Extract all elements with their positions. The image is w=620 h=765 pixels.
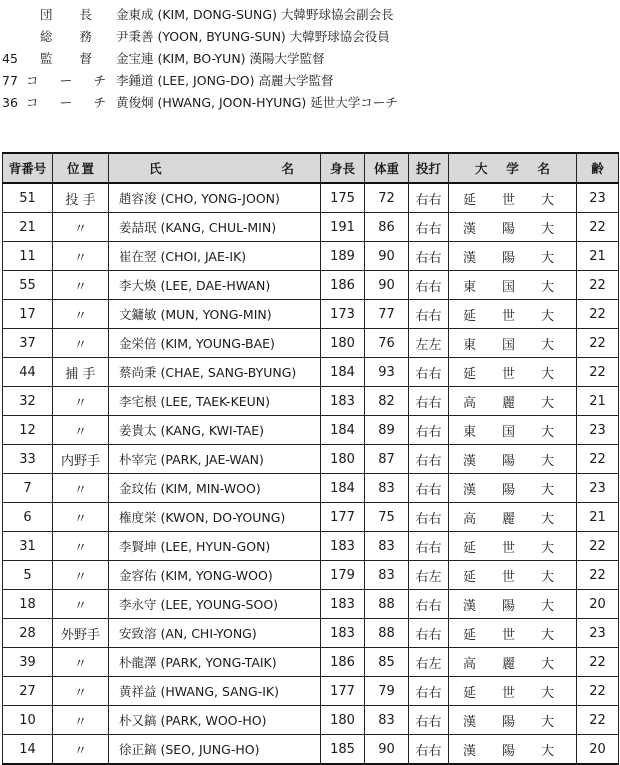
university-char: 延	[463, 569, 477, 585]
university-char: 麗	[501, 395, 515, 411]
university-char: 陽	[501, 598, 515, 614]
table-row	[3, 503, 619, 532]
staff-row	[0, 26, 620, 48]
cell-height: 183	[321, 387, 365, 416]
university-char: 陽	[501, 482, 515, 498]
cell-name: 李大煥 (LEE, DAE-HWAN)	[109, 271, 321, 300]
staff-number: 77	[2, 73, 18, 88]
table-row	[3, 329, 619, 358]
cell-position: 投 手	[53, 183, 109, 213]
cell-bats-throws: 右右	[409, 590, 449, 619]
staff-role-char: 督	[79, 51, 92, 66]
staff-role-char: 監	[40, 51, 53, 66]
cell-bats-throws: 右右	[409, 387, 449, 416]
cell-position: 〃	[53, 590, 109, 619]
cell-name: 趙容浚 (CHO, YONG-JOON)	[109, 183, 321, 213]
cell-name: 権度栄 (KWON, DO-YOUNG)	[109, 503, 321, 532]
cell-position: 〃	[53, 503, 109, 532]
cell-position: 〃	[53, 242, 109, 271]
cell-name: 崔在翌 (CHOI, JAE-IK)	[109, 242, 321, 271]
university-char: 漢	[463, 453, 477, 469]
cell-bats-throws: 右右	[409, 358, 449, 387]
cell-name: 姜貴太 (KANG, KWI-TAE)	[109, 416, 321, 445]
university-char: 大	[540, 743, 554, 759]
table-row	[3, 416, 619, 445]
cell-number: 33	[3, 445, 53, 474]
table-row	[3, 619, 619, 648]
university-char: 国	[501, 337, 515, 353]
cell-age: 20	[577, 735, 619, 765]
university-char: 大	[540, 540, 554, 556]
university-char: 国	[501, 279, 515, 295]
cell-height: 180	[321, 706, 365, 735]
cell-weight: 77	[365, 300, 409, 329]
staff-role	[40, 26, 92, 48]
cell-weight: 79	[365, 677, 409, 706]
university-char: 大	[540, 221, 554, 237]
university-char: 陽	[501, 221, 515, 237]
cell-position: 〃	[53, 735, 109, 765]
cell-number: 14	[3, 735, 53, 765]
cell-bats-throws: 右右	[409, 735, 449, 765]
cell-age: 22	[577, 532, 619, 561]
university-char: 大	[540, 250, 554, 266]
cell-university	[449, 242, 577, 271]
cell-bats-throws: 右左	[409, 648, 449, 677]
header-university	[449, 153, 577, 183]
table-row	[3, 213, 619, 242]
cell-height: 184	[321, 416, 365, 445]
cell-position: 〃	[53, 416, 109, 445]
cell-position: 〃	[53, 271, 109, 300]
cell-name: 姜喆珉 (KANG, CHUL-MIN)	[109, 213, 321, 242]
cell-number: 55	[3, 271, 53, 300]
cell-height: 183	[321, 590, 365, 619]
university-char: 陽	[501, 453, 515, 469]
cell-university	[449, 329, 577, 358]
university-char: 延	[463, 685, 477, 701]
cell-bats-throws: 右右	[409, 271, 449, 300]
header-number: 背番号	[3, 153, 53, 183]
table-row	[3, 445, 619, 474]
university-char: 陽	[501, 714, 515, 730]
cell-height: 191	[321, 213, 365, 242]
cell-university	[449, 271, 577, 300]
cell-age: 22	[577, 706, 619, 735]
header-university-char: 学	[506, 161, 519, 176]
staff-role	[40, 4, 92, 26]
university-char: 国	[501, 424, 515, 440]
cell-university	[449, 648, 577, 677]
university-char: 漢	[463, 598, 477, 614]
cell-age: 22	[577, 329, 619, 358]
staff-row	[0, 4, 620, 26]
staff-role-char: ー	[59, 73, 73, 88]
university-char: 延	[463, 308, 477, 324]
cell-bats-throws: 右右	[409, 213, 449, 242]
cell-university	[449, 183, 577, 213]
university-char: 大	[540, 656, 554, 672]
cell-position: 〃	[53, 474, 109, 503]
header-name	[109, 153, 321, 183]
cell-bats-throws: 右左	[409, 561, 449, 590]
cell-number: 39	[3, 648, 53, 677]
staff-row	[0, 70, 620, 92]
staff-role	[26, 92, 106, 114]
cell-bats-throws: 右右	[409, 242, 449, 271]
cell-university	[449, 300, 577, 329]
university-char: 陽	[501, 250, 515, 266]
university-char: 世	[501, 685, 515, 701]
cell-number: 6	[3, 503, 53, 532]
university-char: 世	[501, 366, 515, 382]
cell-bats-throws: 右右	[409, 300, 449, 329]
staff-role-char: チ	[93, 95, 106, 110]
table-row	[3, 474, 619, 503]
cell-weight: 90	[365, 271, 409, 300]
cell-number: 10	[3, 706, 53, 735]
university-char: 東	[463, 424, 477, 440]
cell-bats-throws: 右右	[409, 706, 449, 735]
table-row	[3, 706, 619, 735]
cell-age: 21	[577, 242, 619, 271]
cell-age: 22	[577, 271, 619, 300]
cell-weight: 75	[365, 503, 409, 532]
university-char: 麗	[501, 511, 515, 527]
cell-bats-throws: 右右	[409, 503, 449, 532]
cell-number: 12	[3, 416, 53, 445]
university-char: 高	[463, 395, 477, 411]
university-char: 東	[463, 279, 477, 295]
cell-name: 蔡尚秉 (CHAE, SANG-BYUNG)	[109, 358, 321, 387]
table-row	[3, 242, 619, 271]
header-position-char: 置	[81, 161, 94, 176]
cell-number: 27	[3, 677, 53, 706]
staff-role-char: 長	[79, 7, 92, 22]
table-row	[3, 532, 619, 561]
cell-position: 〃	[53, 677, 109, 706]
cell-weight: 88	[365, 590, 409, 619]
cell-university	[449, 387, 577, 416]
cell-number: 31	[3, 532, 53, 561]
university-char: 世	[501, 627, 515, 643]
university-char: 大	[540, 482, 554, 498]
university-char: 大	[540, 714, 554, 730]
cell-number: 51	[3, 183, 53, 213]
header-name-char: 名	[281, 161, 294, 176]
cell-name: 李賢坤 (LEE, HYUN-GON)	[109, 532, 321, 561]
cell-position: 外野手	[53, 619, 109, 648]
university-char: 世	[501, 540, 515, 556]
cell-university	[449, 706, 577, 735]
staff-name: 金宝連 (KIM, BO-YUN) 漢陽大学監督	[116, 51, 325, 66]
cell-position: 〃	[53, 387, 109, 416]
cell-university	[449, 619, 577, 648]
cell-age: 21	[577, 387, 619, 416]
cell-height: 173	[321, 300, 365, 329]
cell-bats-throws: 右右	[409, 619, 449, 648]
header-height: 身長	[321, 153, 365, 183]
cell-name: 金栄倍 (KIM, YOUNG-BAE)	[109, 329, 321, 358]
cell-name: 李宅根 (LEE, TAEK-KEUN)	[109, 387, 321, 416]
cell-weight: 86	[365, 213, 409, 242]
cell-height: 175	[321, 183, 365, 213]
cell-number: 18	[3, 590, 53, 619]
cell-name: 金容佑 (KIM, YONG-WOO)	[109, 561, 321, 590]
cell-university	[449, 358, 577, 387]
table-row	[3, 271, 619, 300]
cell-age: 21	[577, 503, 619, 532]
header-bats-throws: 投打	[409, 153, 449, 183]
cell-height: 186	[321, 648, 365, 677]
cell-weight: 83	[365, 561, 409, 590]
cell-age: 22	[577, 213, 619, 242]
cell-height: 180	[321, 445, 365, 474]
university-char: 世	[501, 192, 515, 208]
cell-age: 23	[577, 619, 619, 648]
cell-university	[449, 445, 577, 474]
cell-weight: 85	[365, 648, 409, 677]
cell-number: 5	[3, 561, 53, 590]
cell-university	[449, 213, 577, 242]
university-char: 漢	[463, 221, 477, 237]
university-char: 延	[463, 192, 477, 208]
cell-university	[449, 677, 577, 706]
cell-age: 22	[577, 445, 619, 474]
header-position-char: 位	[67, 161, 80, 176]
header-age: 齢	[577, 153, 619, 183]
header-position	[53, 153, 109, 183]
staff-role-char: コ	[26, 95, 39, 110]
cell-university	[449, 474, 577, 503]
university-char: 延	[463, 540, 477, 556]
cell-bats-throws: 左左	[409, 329, 449, 358]
cell-name: 徐正鎬 (SEO, JUNG-HO)	[109, 735, 321, 765]
cell-name: 安致溶 (AN, CHI-YONG)	[109, 619, 321, 648]
university-char: 大	[540, 424, 554, 440]
cell-height: 180	[321, 329, 365, 358]
cell-name: 黄祥益 (HWANG, SANG-IK)	[109, 677, 321, 706]
header-weight: 体重	[365, 153, 409, 183]
cell-weight: 93	[365, 358, 409, 387]
cell-number: 7	[3, 474, 53, 503]
cell-age: 22	[577, 677, 619, 706]
cell-weight: 90	[365, 735, 409, 765]
cell-name: 朴龍澤 (PARK, YONG-TAIK)	[109, 648, 321, 677]
university-char: 高	[463, 511, 477, 527]
cell-weight: 89	[365, 416, 409, 445]
table-row	[3, 387, 619, 416]
cell-position: 捕 手	[53, 358, 109, 387]
cell-height: 184	[321, 474, 365, 503]
university-char: 高	[463, 656, 477, 672]
cell-age: 22	[577, 358, 619, 387]
staff-row	[0, 48, 620, 70]
staff-name: 金東成 (KIM, DONG-SUNG) 大韓野球協会副会長	[116, 7, 394, 22]
cell-number: 44	[3, 358, 53, 387]
university-char: 大	[540, 627, 554, 643]
staff-name: 尹秉善 (YOON, BYUNG-SUN) 大韓野球協会役員	[116, 29, 390, 44]
staff-role-char: 総	[40, 29, 53, 44]
cell-position: 〃	[53, 561, 109, 590]
university-char: 大	[540, 308, 554, 324]
cell-position: 〃	[53, 648, 109, 677]
cell-weight: 83	[365, 474, 409, 503]
cell-weight: 83	[365, 532, 409, 561]
staff-name: 李鍾道 (LEE, JONG-DO) 高麗大学監督	[116, 73, 334, 88]
cell-university	[449, 590, 577, 619]
university-char: 漢	[463, 482, 477, 498]
staff-role-char: 務	[79, 29, 92, 44]
cell-height: 184	[321, 358, 365, 387]
university-char: 大	[540, 395, 554, 411]
cell-height: 186	[321, 271, 365, 300]
staff-role	[40, 48, 92, 70]
cell-age: 23	[577, 474, 619, 503]
cell-height: 185	[321, 735, 365, 765]
cell-bats-throws: 右右	[409, 677, 449, 706]
cell-position: 〃	[53, 532, 109, 561]
university-char: 世	[501, 308, 515, 324]
cell-bats-throws: 右右	[409, 183, 449, 213]
cell-age: 22	[577, 648, 619, 677]
roster-table	[2, 152, 619, 765]
staff-role-char: 団	[40, 7, 53, 22]
university-char: 大	[540, 598, 554, 614]
table-row	[3, 358, 619, 387]
header-university-char: 大	[475, 161, 488, 176]
staff-number: 45	[2, 51, 18, 66]
cell-bats-throws: 右右	[409, 416, 449, 445]
university-char: 世	[501, 569, 515, 585]
cell-bats-throws: 右右	[409, 445, 449, 474]
table-header-row	[3, 153, 619, 183]
cell-position: 〃	[53, 706, 109, 735]
staff-role	[26, 70, 106, 92]
cell-name: 朴又鎬 (PARK, WOO-HO)	[109, 706, 321, 735]
university-char: 大	[540, 192, 554, 208]
table-row	[3, 677, 619, 706]
table-row	[3, 561, 619, 590]
cell-bats-throws: 右右	[409, 474, 449, 503]
cell-name: 李永守 (LEE, YOUNG-SOO)	[109, 590, 321, 619]
cell-position: 〃	[53, 329, 109, 358]
university-char: 漢	[463, 743, 477, 759]
university-char: 東	[463, 337, 477, 353]
table-row	[3, 648, 619, 677]
staff-row	[0, 92, 620, 114]
header-university-char: 名	[537, 161, 550, 176]
university-char: 延	[463, 627, 477, 643]
cell-height: 183	[321, 532, 365, 561]
cell-university	[449, 532, 577, 561]
university-char: 陽	[501, 743, 515, 759]
cell-weight: 87	[365, 445, 409, 474]
university-char: 漢	[463, 714, 477, 730]
cell-name: 文鏞敏 (MUN, YONG-MIN)	[109, 300, 321, 329]
cell-number: 28	[3, 619, 53, 648]
cell-height: 189	[321, 242, 365, 271]
table-row	[3, 183, 619, 213]
staff-number: 36	[2, 95, 18, 110]
university-char: 大	[540, 685, 554, 701]
cell-age: 22	[577, 561, 619, 590]
cell-weight: 90	[365, 242, 409, 271]
cell-university	[449, 561, 577, 590]
cell-name: 朴宰完 (PARK, JAE-WAN)	[109, 445, 321, 474]
university-char: 大	[540, 511, 554, 527]
cell-height: 177	[321, 503, 365, 532]
staff-role-char: コ	[26, 73, 39, 88]
cell-weight: 88	[365, 619, 409, 648]
cell-number: 37	[3, 329, 53, 358]
university-char: 大	[540, 453, 554, 469]
cell-position: 〃	[53, 213, 109, 242]
university-char: 麗	[501, 656, 515, 672]
cell-position: 〃	[53, 300, 109, 329]
cell-number: 21	[3, 213, 53, 242]
cell-age: 22	[577, 300, 619, 329]
university-char: 大	[540, 366, 554, 382]
cell-weight: 82	[365, 387, 409, 416]
cell-university	[449, 503, 577, 532]
staff-name: 黄俊炯 (HWANG, JOON-HYUNG) 延世大学コーチ	[116, 95, 398, 110]
table-row	[3, 300, 619, 329]
cell-number: 17	[3, 300, 53, 329]
cell-age: 20	[577, 590, 619, 619]
cell-number: 32	[3, 387, 53, 416]
cell-height: 179	[321, 561, 365, 590]
cell-bats-throws: 右右	[409, 532, 449, 561]
cell-weight: 83	[365, 706, 409, 735]
cell-name: 金玟佑 (KIM, MIN-WOO)	[109, 474, 321, 503]
cell-age: 23	[577, 416, 619, 445]
cell-university	[449, 416, 577, 445]
university-char: 大	[540, 569, 554, 585]
cell-number: 11	[3, 242, 53, 271]
university-char: 延	[463, 366, 477, 382]
header-name-char: 氏	[149, 161, 162, 176]
cell-age: 23	[577, 183, 619, 213]
university-char: 漢	[463, 250, 477, 266]
university-char: 大	[540, 279, 554, 295]
cell-height: 177	[321, 677, 365, 706]
staff-role-char: チ	[93, 73, 106, 88]
staff-role-char: ー	[59, 95, 73, 110]
cell-position: 内野手	[53, 445, 109, 474]
cell-weight: 72	[365, 183, 409, 213]
table-row	[3, 590, 619, 619]
cell-weight: 76	[365, 329, 409, 358]
university-char: 大	[540, 337, 554, 353]
cell-height: 183	[321, 619, 365, 648]
